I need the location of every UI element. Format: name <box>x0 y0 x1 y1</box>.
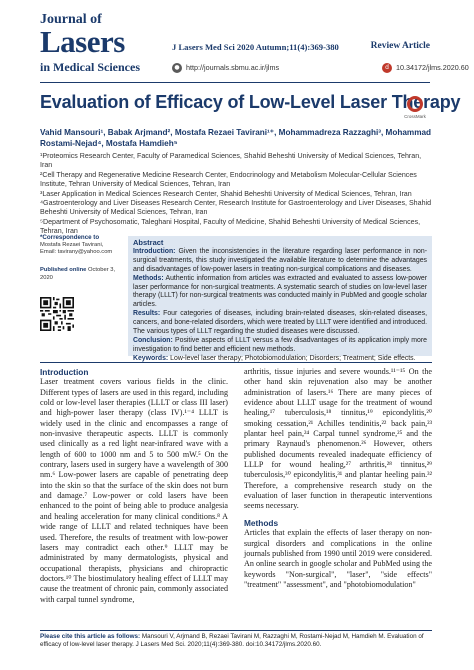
affiliation-item: ⁵Department of Psychosomatic, Taleghani Hospital, Faculty of Medicine, Shahid Beheshti University of Medical Sciences, Tehran, Iran <box>40 217 421 236</box>
doi-icon: d <box>382 63 392 73</box>
article-title: Evaluation of Efficacy of Low-Level Laser Therapy <box>40 92 461 112</box>
citation-label: Please cite this article as follows: <box>40 633 141 640</box>
abstract-methods-text: Authentic information from articles was extracted and evaluated to assess low-power laser performance for non-surgical treatments. A systematic search of studies on low-level laser therapy (LLLT) for non-surgical treatments was conducted mainly in PubMed and google scholar articles. <box>133 274 427 309</box>
journal-citation: J Lasers Med Sci 2020 Autumn;11(4):369-380 <box>172 42 339 52</box>
published-label: Published online <box>40 267 87 273</box>
methods-text: Articles that explain the effects of laser therapy on non-surgical disorders and complications in the online journals published from 1990 until 2019 were considered. An online search in google scholar and PubMed using the keywords "Non-surgical", "laser", "side effects" "treatment" "assessment", and "photobiomodulation" <box>244 528 432 589</box>
introduction-text: Laser treatment covers various fields in the clinic. Different types of lasers are used in this regard, including cold or low-level laser therapies (LLLT or class III laser) and high-power laser therapy (class IV).¹⁻⁴ LLLT is widely used in the clinic and encompasses a range of non-invasive therapeutic aspects. LLLT is commonly used clinically as a red light near-infrared wave with a length of 600 to 1000 nm and 5 to 500 mW.⁵ On the contrary, lasers used in surgery have a wavelength of 300 nm.⁶ Low-power lasers are capable of penetrating deep into the skin so that the surface of the skin does not burn and damage.⁷ Low-power or cold lasers have been enhanced to the point of being able to produce analgesia and healing acceleration for many clinical conditions.⁸ A wide range of LLLT and related techniques have been used. Therefore, the results of treatment with low-power lasers may contradict each other.⁹ LLLT may be administrated by many dermatologists, physical and occupational therapists, physicians and chiropractic doctors.¹⁰ The biostimulatory healing effect of LLLT may cause the treatment of chronic pain, commonly associated with carpal tunnel syndrome, <box>40 377 228 604</box>
methods-heading: Methods <box>244 517 279 528</box>
correspondence-heading: *Correspondence to <box>40 234 100 241</box>
introduction-heading: Introduction <box>40 367 89 377</box>
crossmark-badge[interactable] <box>404 96 426 122</box>
introduction-continued-text: arthritis, tissue injuries and severe wounds.¹¹⁻¹⁵ On the other hand skin rejuvenation also may be another administration of lasers.¹⁶ There are many pieces of evidence about LLLT usage for the treatment of wound healing,¹⁷ tuberculosis,¹⁸ tinnitus,¹⁹ epicondylitis,²⁰ smoking cessation,²¹ Achilles tendinitis,²² back pain,²³ plantar heel pain,²⁴ Carpal tunnel syndrome,²⁵ and the primary Raynaud's phenomenon.²⁶ However, others published documents revealed inadequate efficiency of LLLP for wound healing,²⁷ arthritis,²⁸ tinnitus,²⁹ tuberculosis,³⁰ epicondylitis,³¹ and plantar heeling pain.³² Therefore, a comprehensive research study on the evaluation of laser function in therapeutic interventions seems necessary. <box>244 367 432 511</box>
abstract-results-label: Results: <box>133 310 161 318</box>
globe-icon: ● <box>172 63 182 73</box>
abstract-methods <box>133 275 427 311</box>
affiliation-item: ³Laser Application in Medical Sciences Research Center, Shahid Beheshti University of Medical Sciences, Tehran, Iran <box>40 189 412 198</box>
affiliation-item: ⁴Gastroenterology and Liver Diseases Research Center, Research Institute for Gastroenterology and Liver Diseases, Shahid Beheshti University of Medical Sciences, Tehran, Iran <box>40 199 432 217</box>
article-type: Review Article <box>370 41 430 51</box>
qr-code-icon <box>40 297 74 331</box>
abstract-conclusion-text: Positive aspects of LLLT versus a few disadvantages of its application imply more investigation to find better and efficient new methods. <box>133 336 427 353</box>
journal-name-line3: in Medical Sciences <box>40 60 140 74</box>
correspondence-email[interactable]: Email: tavirany@yahoo.com <box>40 249 113 255</box>
journal-name-line2: Lasers <box>40 24 125 59</box>
journal-masthead <box>40 12 469 78</box>
body-column-left <box>40 367 228 605</box>
abstract-conclusion <box>133 337 427 355</box>
author-list: Vahid Mansouri¹, Babak Arjmand², Mostafa Rezaei Tavirani¹⁺, Mohammadreza Razzaghi³, Mohammad Rostami-Nejad⁴, Mostafa Hamdieh⁵ <box>40 128 432 148</box>
abstract-methods-label: Methods: <box>133 274 164 282</box>
crossmark-label: CrossMark <box>404 114 426 119</box>
correspondence-box <box>40 234 122 257</box>
published-date: October 3, 2020 <box>40 267 116 281</box>
header-divider <box>40 82 430 83</box>
journal-url[interactable]: http://journals.sbmu.ac.ir/jlms <box>186 63 280 72</box>
citation-footer <box>40 630 432 650</box>
keywords-label: Keywords: <box>133 354 169 362</box>
citation-text: Mansouri V, Arjmand B, Rezaei Tavirani M, Razzaghi M, Rostami-Nejad M, Hamdieh M. Evaluation of efficacy of low-level laser therapy. J Lasers Med Sci. 2020;11(4):369-380. doi:10.34172/jlms.2020.60. <box>40 633 424 649</box>
affiliations <box>40 152 432 237</box>
journal-links <box>172 62 469 76</box>
abstract-intro-label: Introduction: <box>133 247 176 255</box>
abstract-results-text: Four categories of diseases, including brain-related diseases, skin-related diseases, cancers, and bone-related disorders, which were treated by LLLT were identified and introduced. The various types of LLLT regarding the studied diseases were discussed. <box>133 310 427 336</box>
abstract-results <box>133 310 427 337</box>
journal-name-line1: Journal of <box>40 12 102 27</box>
affiliation-item: ¹Proteomics Research Center, Faculty of Paramedical Sciences, Shahid Beheshti University of Medical Sciences, Tehran, Iran <box>40 152 422 170</box>
abstract-heading: Abstract <box>133 238 164 247</box>
journal-doi[interactable]: 10.34172/jlms.2020.60 <box>396 63 469 72</box>
crossmark-icon <box>407 96 423 112</box>
publication-info <box>40 267 122 282</box>
affiliation-item: ²Cell Therapy and Regenerative Medicine Research Center, Endocrinology and Metabolism Molecular-Cellular Sciences Institute, Tehran University of Medical Sciences, Tehran, Iran <box>40 170 417 189</box>
keywords-text: Low-level laser therapy; Photobiomodulation; Disorders; Treatment; Side effects. <box>170 354 416 362</box>
abstract-divider <box>40 362 432 363</box>
correspondence-name: Mostafa Rezaei Tavirani, <box>40 241 104 248</box>
abstract-introduction <box>133 248 427 275</box>
abstract-intro-text: Given the inconsistencies in the literature regarding laser performance in non-surgical treatments, this study investigated the available literature to determine the advantages and disadvantages of low-power lasers in treating non-surgical complications and diseases. <box>133 247 427 273</box>
abstract-conclusion-label: Conclusion: <box>133 336 173 344</box>
body-column-right <box>244 367 432 590</box>
abstract-box <box>128 236 432 362</box>
